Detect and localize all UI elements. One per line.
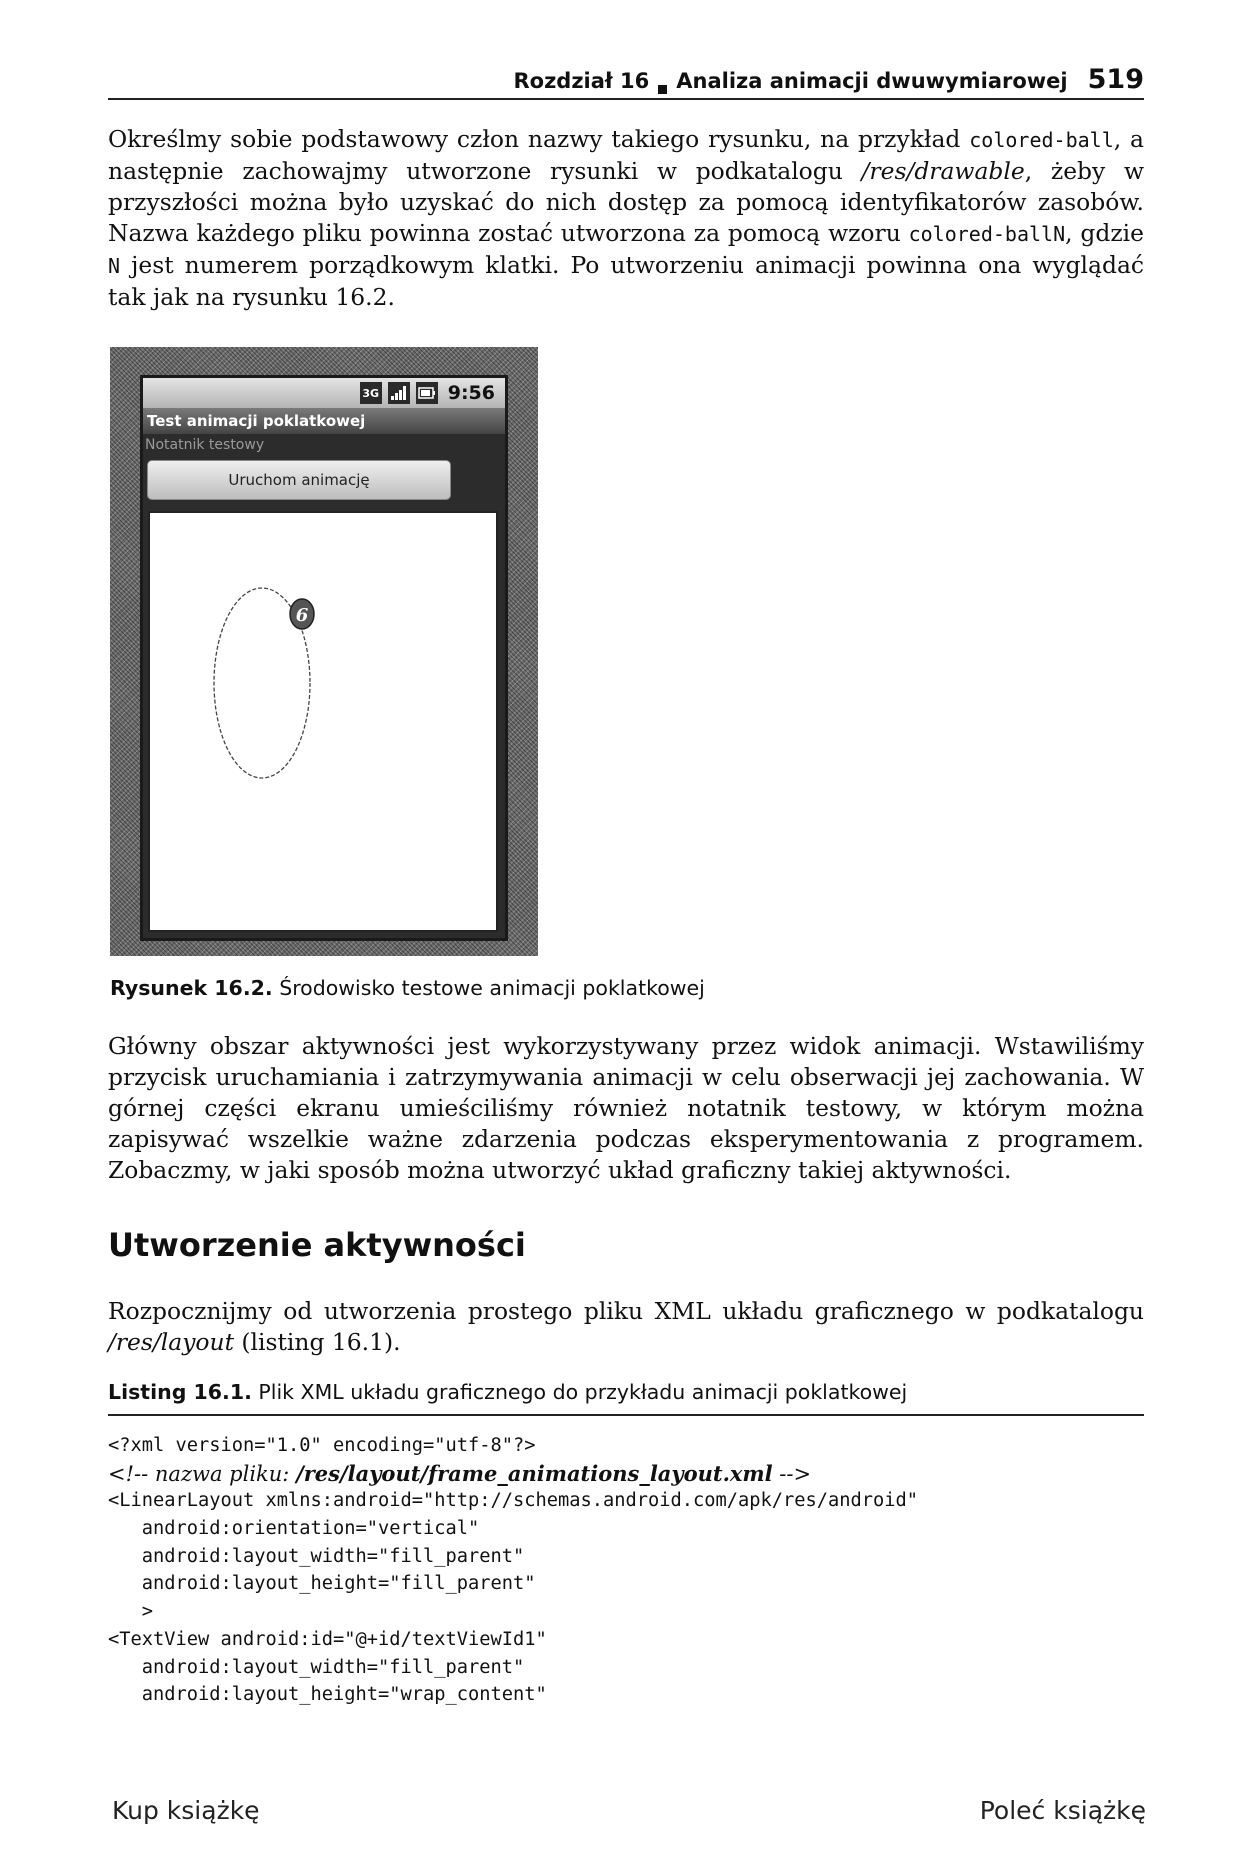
text-run: jest numerem porządkowym klatki. Po utworzeniu animacji powinna ona wyglądać tak jak na rysunku 16.2.: [108, 251, 1144, 311]
buy-book-link[interactable]: Kup książkę: [112, 1796, 260, 1825]
comment-start: <!-- nazwa pliku:: [108, 1461, 297, 1486]
inline-path: /res/layout: [108, 1328, 234, 1356]
caption-text: Środowisko testowe animacji poklatkowej: [272, 976, 705, 1000]
notepad-textview: Notatnik testowy: [145, 437, 265, 453]
emulator-screenshot: [110, 347, 538, 956]
app-title-bar: Test animacji poklatkowej: [143, 408, 505, 434]
start-animation-button[interactable]: Uruchom animację: [147, 460, 451, 500]
section-heading: Utworzenie aktywności: [108, 1226, 526, 1264]
text-run: (listing 16.1).: [233, 1328, 401, 1356]
comment-end: -->: [772, 1461, 812, 1486]
recommend-book-link[interactable]: Poleć książkę: [979, 1796, 1146, 1825]
inline-code: colored-ballN: [908, 222, 1066, 246]
code-line: android:layout_height="wrap_content": [108, 1684, 547, 1706]
colored-ball: [290, 599, 314, 629]
code-line: <?xml version="1.0" encoding="utf-8"?>: [108, 1435, 536, 1456]
text-run: , a następnie zachowajmy utworzone rysunki w podkatalogu: [108, 125, 1144, 185]
figure-caption: [110, 976, 705, 1000]
text-run: , żeby w przyszłości można było uzyskać do nich dostęp za pomocą identyfikatorów zasobów. Nazwa każdego pliku powinna zostać utworzona za pomocą wzoru: [108, 157, 1144, 247]
signal-icon: [388, 382, 410, 404]
code-line: >: [108, 1601, 154, 1623]
network-3g-icon: 3G: [360, 382, 382, 404]
chapter-title: Analiza animacji dwuwymiarowej: [676, 69, 1068, 93]
bullet-separator: [658, 85, 667, 94]
code-line: android:orientation="vertical": [108, 1518, 480, 1540]
battery-icon: [416, 382, 438, 404]
animation-view: [148, 511, 498, 932]
text-run: Rozpocznijmy od utworzenia prostego pliku XML układu graficznego w podkatalogu: [108, 1297, 1144, 1325]
code-comment-line: [108, 1460, 918, 1488]
code-line: android:layout_width="fill_parent": [108, 1545, 525, 1567]
listing-title-text: Plik XML układu graficznego do przykładu animacji poklatkowej: [251, 1380, 908, 1404]
comment-filename: /res/layout/frame_animations_layout.xml: [296, 1460, 773, 1486]
body-paragraph-3: [108, 1296, 1144, 1358]
code-line: android:layout_height="fill_parent": [108, 1573, 536, 1595]
code-listing: [108, 1432, 918, 1709]
inline-path: /res/drawable: [861, 157, 1025, 185]
listing-title: [108, 1380, 1144, 1416]
caption-label: Rysunek 16.2.: [110, 976, 273, 1000]
ball-number: 6: [295, 605, 309, 626]
inline-code: N: [108, 254, 121, 278]
code-line: <LinearLayout xmlns:android="http://schemas.android.com/apk/res/android": [108, 1490, 919, 1512]
code-line: android:layout_width="fill_parent": [108, 1656, 525, 1678]
phone-screen: [140, 375, 508, 941]
body-paragraph-1: [108, 124, 1144, 313]
body-paragraph-2: Główny obszar aktywności jest wykorzystywany przez widok animacji. Wstawiliśmy przycisk uruchamiania i zatrzymywania animacji w celu obserwacji jej zachowania. W górnej części ekranu umieściliśmy również notatnik testowy, w którym można zapisywać wszelkie ważne zdarzenia podczas eksperymentowania z programem. Zobaczmy, w jaki sposób można utworzyć układ graficzny takiej aktywności.: [108, 1032, 1144, 1184]
inline-code: colored-ball: [969, 128, 1114, 152]
chapter-label: Rozdział 16: [513, 69, 650, 93]
listing-label: Listing 16.1.: [108, 1380, 252, 1404]
text-run: Określmy sobie podstawowy człon nazwy takiego rysunku, na przykład: [108, 125, 970, 153]
text-run: , gdzie: [1065, 219, 1144, 247]
code-line: <TextView android:id="@+id/textViewId1": [108, 1628, 547, 1650]
status-bar: [143, 378, 505, 408]
running-header: [108, 60, 1144, 100]
animation-drawing: [150, 513, 496, 930]
status-time: 9:56: [447, 382, 495, 404]
page-number: 519: [1087, 64, 1144, 95]
